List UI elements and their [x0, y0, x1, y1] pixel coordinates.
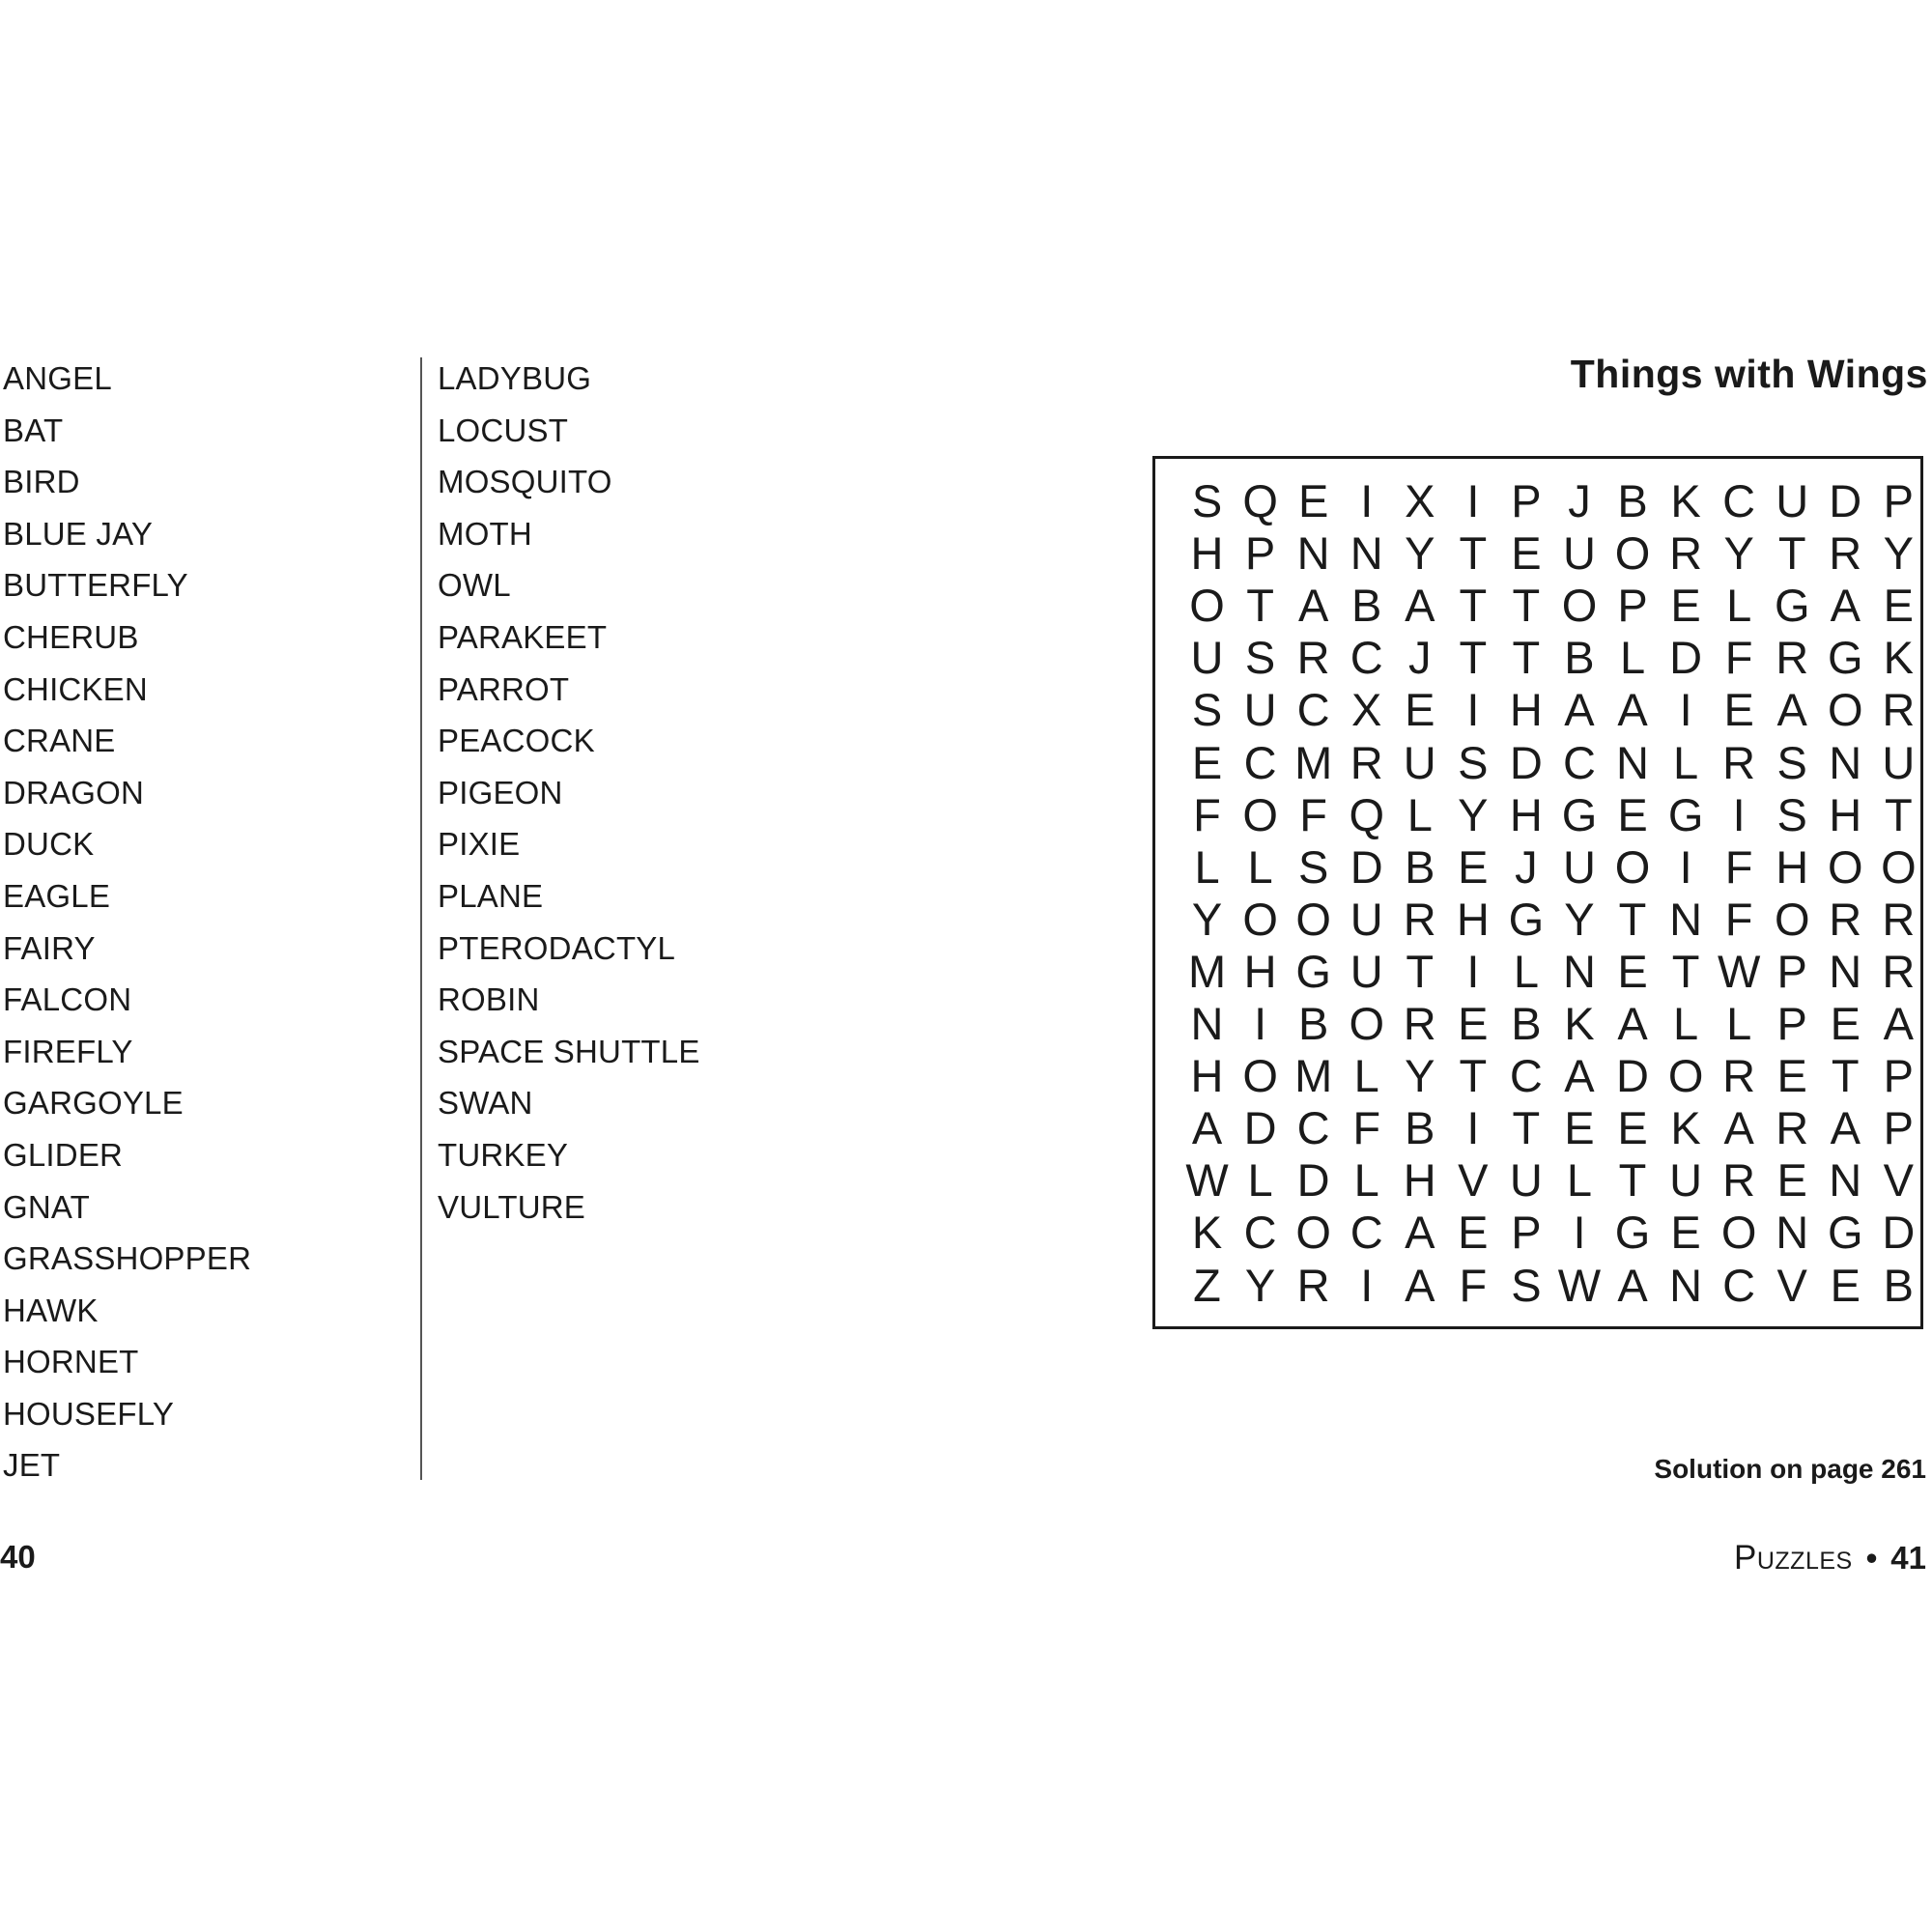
word-list-item: SWAN [438, 1085, 533, 1122]
word-list-item: PIXIE [438, 826, 521, 863]
grid-letter: R [1350, 736, 1383, 788]
grid-letter: K [1670, 475, 1701, 526]
grid-row [1180, 1206, 1925, 1259]
grid-letter: E [1723, 684, 1754, 736]
grid-letter: V [1776, 1259, 1807, 1311]
grid-letter: E [1564, 1102, 1595, 1154]
grid-letter: C [1722, 1259, 1756, 1311]
grid-letter: D [1829, 475, 1862, 526]
grid-letter: E [1776, 1154, 1807, 1207]
grid-letter: F [1724, 632, 1753, 684]
grid-letter: N [1190, 998, 1224, 1049]
grid-letter: O [1881, 840, 1917, 893]
grid-row [1180, 631, 1925, 684]
grid-letter: E [1776, 1050, 1807, 1102]
grid-letter: P [1617, 580, 1648, 632]
grid-letter: G [1828, 1207, 1863, 1259]
grid-letter: R [1829, 527, 1862, 580]
grid-letter: K [1564, 998, 1595, 1049]
grid-letter: H [1190, 527, 1224, 580]
grid-letter: U [1562, 840, 1596, 893]
grid-letter: H [1243, 945, 1277, 997]
word-list-item: OWL [438, 567, 511, 604]
grid-row [1180, 788, 1925, 841]
grid-letter: I [1732, 788, 1746, 840]
grid-letter: E [1297, 475, 1329, 526]
grid-letter: M [1294, 1050, 1333, 1102]
grid-letter: N [1829, 736, 1862, 788]
grid-letter: S [1191, 475, 1223, 526]
grid-letter: S [1297, 840, 1329, 893]
grid-letter: A [1564, 1050, 1595, 1102]
grid-letter: B [1405, 1102, 1435, 1154]
grid-letter: B [1511, 998, 1542, 1049]
grid-letter: P [1776, 945, 1807, 997]
grid-letter: B [1351, 580, 1382, 632]
grid-letter: E [1617, 788, 1648, 840]
grid-letter: T [1459, 1050, 1488, 1102]
grid-letter: U [1776, 475, 1809, 526]
grid-letter: N [1350, 527, 1383, 580]
grid-row [1180, 945, 1925, 998]
grid-letter: A [1617, 998, 1648, 1049]
left-page-number: 40 [0, 1539, 36, 1575]
grid-letter: F [1193, 788, 1221, 840]
grid-letter: H [1456, 893, 1490, 945]
grid-letter: K [1670, 1102, 1701, 1154]
grid-letter: E [1458, 1207, 1489, 1259]
grid-letter: Y [1564, 893, 1595, 945]
grid-letter: X [1405, 475, 1435, 526]
grid-letter: U [1190, 632, 1224, 684]
grid-letter: D [1882, 1207, 1916, 1259]
grid-letter: Q [1242, 475, 1278, 526]
grid-letter: N [1616, 736, 1649, 788]
word-list-item: DUCK [3, 826, 95, 863]
grid-letter: O [1720, 1207, 1757, 1259]
grid-letter: N [1562, 945, 1596, 997]
grid-letter: E [1405, 684, 1435, 736]
grid-letter: T [1459, 632, 1488, 684]
grid-letter: P [1883, 1102, 1915, 1154]
grid-letter: L [1247, 840, 1273, 893]
grid-letter: B [1564, 632, 1595, 684]
grid-letter: A [1830, 1102, 1861, 1154]
letter-grid [1152, 456, 1923, 1329]
grid-letter: I [1360, 1259, 1374, 1311]
grid-letter: H [1829, 788, 1862, 840]
word-list-item: FALCON [3, 981, 132, 1018]
grid-letter: K [1883, 632, 1915, 684]
grid-letter: S [1776, 788, 1807, 840]
grid-letter: P [1244, 527, 1276, 580]
grid-letter: U [1403, 736, 1436, 788]
grid-letter: F [1724, 840, 1753, 893]
grid-letter: A [1297, 580, 1329, 632]
section-name: Puzzles [1734, 1539, 1853, 1577]
grid-letter: L [1673, 998, 1699, 1049]
word-list-item: GNAT [3, 1188, 91, 1225]
grid-letter: I [1466, 684, 1480, 736]
grid-letter: L [1673, 736, 1699, 788]
grid-letter: G [1614, 1207, 1651, 1259]
word-list-item: PIGEON [438, 774, 563, 810]
grid-letter: D [1243, 1102, 1277, 1154]
word-list-item: HORNET [3, 1344, 139, 1380]
grid-letter: F [1724, 893, 1753, 945]
grid-letter: H [1509, 684, 1543, 736]
grid-letter: J [1515, 840, 1538, 893]
grid-letter: T [1406, 945, 1435, 997]
word-list-item: BLUE JAY [3, 515, 154, 552]
grid-letter: D [1296, 1154, 1330, 1207]
grid-letter: K [1191, 1207, 1223, 1259]
grid-letter: O [1828, 840, 1863, 893]
word-list-item: PLANE [438, 877, 544, 914]
grid-letter: E [1670, 1207, 1701, 1259]
grid-row [1180, 683, 1925, 736]
grid-letter: R [1776, 1102, 1809, 1154]
grid-letter: T [1512, 1102, 1541, 1154]
grid-letter: U [1350, 893, 1383, 945]
grid-letter: W [1717, 945, 1761, 997]
word-list-item: ROBIN [438, 981, 540, 1018]
grid-letter: F [1352, 1102, 1381, 1154]
grid-row [1180, 1153, 1925, 1207]
word-list-item: GLIDER [3, 1136, 124, 1173]
grid-letter: O [1295, 1207, 1331, 1259]
grid-letter: G [1295, 945, 1331, 997]
grid-letter: T [1777, 527, 1806, 580]
puzzle-title: Things with Wings [1570, 352, 1928, 396]
grid-letter: A [1830, 580, 1861, 632]
grid-letter: T [1884, 788, 1913, 840]
grid-letter: H [1403, 1154, 1436, 1207]
grid-letter: P [1511, 475, 1542, 526]
grid-letter: A [1405, 580, 1435, 632]
grid-letter: N [1669, 1259, 1703, 1311]
grid-letter: O [1614, 527, 1651, 580]
grid-letter: E [1191, 736, 1223, 788]
grid-letter: U [1350, 945, 1383, 997]
word-list-item: CHICKEN [3, 670, 148, 707]
grid-letter: O [1828, 684, 1863, 736]
grid-letter: R [1722, 736, 1756, 788]
grid-letter: C [1350, 1207, 1383, 1259]
grid-letter: P [1776, 998, 1807, 1049]
grid-letter: N [1829, 945, 1862, 997]
grid-letter: E [1617, 1102, 1648, 1154]
grid-letter: T [1459, 527, 1488, 580]
grid-letter: L [1726, 998, 1752, 1049]
grid-letter: A [1405, 1259, 1435, 1311]
grid-letter: C [1562, 736, 1596, 788]
grid-letter: R [1403, 893, 1436, 945]
grid-letter: G [1667, 788, 1704, 840]
grid-letter: L [1726, 580, 1752, 632]
grid-letter: U [1882, 736, 1916, 788]
grid-row [1180, 1049, 1925, 1102]
word-list-item: CHERUB [3, 618, 139, 655]
grid-letter: A [1564, 684, 1595, 736]
grid-letter: T [1459, 580, 1488, 632]
solution-note: Solution on page 261 [1654, 1454, 1926, 1484]
grid-row [1180, 736, 1925, 789]
grid-letter: I [1466, 1102, 1480, 1154]
grid-letter: N [1829, 1154, 1862, 1207]
word-list-item: BAT [3, 412, 64, 448]
grid-letter: O [1561, 580, 1598, 632]
grid-letter: O [1295, 893, 1331, 945]
grid-row [1180, 893, 1925, 946]
column-divider [420, 357, 422, 1480]
word-list-item: FAIRY [3, 929, 96, 966]
grid-letter: Y [1883, 527, 1915, 580]
grid-letter: M [1187, 945, 1227, 997]
grid-letter: G [1774, 580, 1810, 632]
grid-letter: R [1829, 893, 1862, 945]
word-list-left [3, 357, 251, 1496]
word-list-item: SPACE SHUTTLE [438, 1033, 700, 1069]
word-list-item: PARROT [438, 670, 570, 707]
grid-letter: T [1512, 580, 1541, 632]
word-list-item: EAGLE [3, 877, 111, 914]
grid-letter: R [1776, 632, 1809, 684]
grid-letter: S [1776, 736, 1807, 788]
word-list-item: ANGEL [3, 360, 112, 396]
right-page-footer [1734, 1539, 1926, 1577]
grid-letter: P [1883, 475, 1915, 526]
word-list-item: LADYBUG [438, 360, 592, 396]
grid-row [1180, 1259, 1925, 1312]
grid-letter: H [1190, 1050, 1224, 1102]
grid-row [1180, 526, 1925, 580]
grid-letter: O [1614, 840, 1651, 893]
grid-letter: C [1296, 684, 1330, 736]
word-list-item: GRASSHOPPER [3, 1240, 252, 1277]
grid-letter: T [1671, 945, 1700, 997]
grid-letter: U [1509, 1154, 1543, 1207]
bullet-separator: • [1865, 1540, 1878, 1576]
grid-letter: B [1297, 998, 1329, 1049]
grid-letter: Q [1349, 788, 1384, 840]
grid-letter: L [1194, 840, 1220, 893]
grid-letter: I [1254, 998, 1267, 1049]
grid-letter: V [1883, 1154, 1915, 1207]
grid-letter: U [1669, 1154, 1703, 1207]
grid-letter: J [1408, 632, 1432, 684]
grid-letter: R [1882, 684, 1916, 736]
word-list-item: GARGOYLE [3, 1085, 184, 1122]
grid-letter: B [1617, 475, 1648, 526]
grid-letter: T [1618, 1154, 1647, 1207]
grid-letter: C [1350, 632, 1383, 684]
grid-letter: Y [1405, 1050, 1435, 1102]
grid-letter: U [1243, 684, 1277, 736]
grid-letter: O [1242, 788, 1278, 840]
grid-letter: L [1353, 1050, 1379, 1102]
word-list-item: HAWK [3, 1292, 99, 1328]
grid-letter: W [1557, 1259, 1602, 1311]
grid-letter: S [1244, 632, 1276, 684]
grid-row [1180, 1101, 1925, 1154]
grid-letter: Z [1193, 1259, 1221, 1311]
grid-letter: J [1568, 475, 1591, 526]
grid-letter: C [1722, 475, 1756, 526]
grid-letter: G [1561, 788, 1598, 840]
grid-letter: E [1883, 580, 1915, 632]
grid-letter: R [1882, 945, 1916, 997]
grid-row [1180, 474, 1925, 527]
word-list-item: FIREFLY [3, 1033, 133, 1069]
grid-letter: E [1830, 1259, 1861, 1311]
grid-letter: O [1774, 893, 1810, 945]
word-list-item: TURKEY [438, 1136, 569, 1173]
word-list-item: PTERODACTYL [438, 929, 676, 966]
grid-letter: O [1349, 998, 1384, 1049]
grid-letter: D [1509, 736, 1543, 788]
grid-letter: B [1405, 840, 1435, 893]
grid-letter: I [1466, 475, 1480, 526]
word-list-item: PARAKEET [438, 618, 608, 655]
grid-letter: X [1351, 684, 1382, 736]
grid-letter: N [1669, 893, 1703, 945]
grid-letter: N [1296, 527, 1330, 580]
grid-row [1180, 579, 1925, 632]
grid-letter: N [1776, 1207, 1809, 1259]
grid-letter: A [1617, 1259, 1648, 1311]
grid-letter: O [1667, 1050, 1704, 1102]
grid-letter: E [1458, 998, 1489, 1049]
grid-letter: T [1512, 632, 1541, 684]
grid-letter: Y [1191, 893, 1223, 945]
grid-letter: R [1722, 1050, 1756, 1102]
grid-letter: F [1459, 1259, 1488, 1311]
grid-letter: L [1619, 632, 1646, 684]
grid-letter: C [1296, 1102, 1330, 1154]
grid-row [1180, 840, 1925, 894]
grid-letter: I [1466, 945, 1480, 997]
grid-letter: A [1405, 1207, 1435, 1259]
grid-letter: E [1458, 840, 1489, 893]
grid-letter: O [1189, 580, 1225, 632]
grid-letter: P [1511, 1207, 1542, 1259]
grid-letter: A [1191, 1102, 1223, 1154]
word-list-item: CRANE [3, 723, 116, 759]
grid-letter: D [1616, 1050, 1649, 1102]
grid-letter: R [1296, 1259, 1330, 1311]
grid-letter: E [1830, 998, 1861, 1049]
word-list-item: HOUSEFLY [3, 1395, 175, 1432]
grid-letter: C [1243, 1207, 1277, 1259]
grid-letter: S [1191, 684, 1223, 736]
grid-letter: R [1403, 998, 1436, 1049]
grid-letter: F [1299, 788, 1328, 840]
grid-letter: T [1618, 893, 1647, 945]
grid-letter: L [1247, 1154, 1273, 1207]
grid-letter: Y [1458, 788, 1489, 840]
right-page-number: 41 [1890, 1540, 1926, 1576]
grid-letter: T [1831, 1050, 1860, 1102]
grid-letter: G [1508, 893, 1545, 945]
grid-letter: A [1617, 684, 1648, 736]
grid-letter: E [1617, 945, 1648, 997]
word-list-item: LOCUST [438, 412, 569, 448]
grid-letter: A [1776, 684, 1807, 736]
word-list-item: BIRD [3, 464, 80, 500]
grid-letter: O [1242, 1050, 1278, 1102]
grid-letter: Y [1723, 527, 1754, 580]
grid-letter: B [1883, 1259, 1915, 1311]
grid-letter: A [1883, 998, 1915, 1049]
grid-letter: R [1296, 632, 1330, 684]
grid-letter: R [1669, 527, 1703, 580]
grid-letter: L [1513, 945, 1539, 997]
grid-letter: D [1350, 840, 1383, 893]
word-list-item: MOTH [438, 515, 532, 552]
grid-letter: I [1679, 684, 1692, 736]
grid-letter: R [1882, 893, 1916, 945]
grid-letter: R [1722, 1154, 1756, 1207]
word-list-item: PEACOCK [438, 723, 595, 759]
word-list-item: VULTURE [438, 1188, 585, 1225]
grid-letter: G [1828, 632, 1863, 684]
grid-letter: I [1360, 475, 1374, 526]
word-list-item: BUTTERFLY [3, 567, 188, 604]
word-list-right [438, 357, 700, 1237]
word-list-item: JET [3, 1447, 61, 1484]
grid-letter: L [1406, 788, 1433, 840]
grid-row [1180, 997, 1925, 1050]
grid-letter: M [1294, 736, 1333, 788]
grid-letter: C [1243, 736, 1277, 788]
grid-letter: D [1669, 632, 1703, 684]
grid-letter: E [1511, 527, 1542, 580]
grid-letter: E [1670, 580, 1701, 632]
grid-letter: T [1246, 580, 1274, 632]
grid-letter: A [1723, 1102, 1754, 1154]
grid-letter: I [1679, 840, 1692, 893]
grid-letter: S [1511, 1259, 1542, 1311]
word-list-item: DRAGON [3, 774, 145, 810]
grid-letter: C [1509, 1050, 1543, 1102]
grid-letter: V [1458, 1154, 1489, 1207]
grid-letter: L [1353, 1154, 1379, 1207]
grid-letter: Y [1244, 1259, 1276, 1311]
grid-letter: I [1573, 1207, 1586, 1259]
grid-letter: O [1242, 893, 1278, 945]
word-list-item: MOSQUITO [438, 464, 612, 500]
grid-letter: W [1185, 1154, 1229, 1207]
grid-letter: H [1509, 788, 1543, 840]
grid-letter: H [1776, 840, 1809, 893]
grid-letter: Y [1405, 527, 1435, 580]
grid-letter: U [1562, 527, 1596, 580]
grid-letter: L [1566, 1154, 1593, 1207]
grid-letter: S [1458, 736, 1489, 788]
grid-letter: P [1883, 1050, 1915, 1102]
